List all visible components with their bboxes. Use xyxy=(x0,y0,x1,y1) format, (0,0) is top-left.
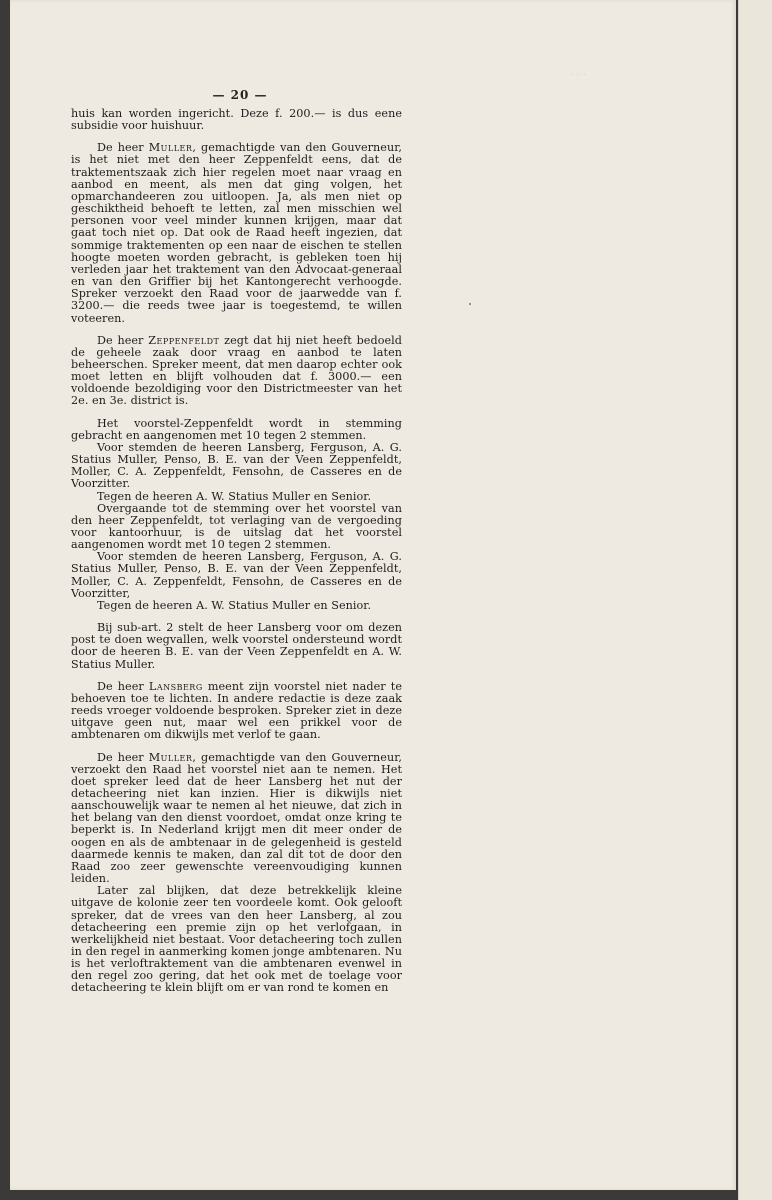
paragraph-p2 xyxy=(71,142,402,324)
paragraph-text: Het voorstel-Zeppenfeldt wordt in stemming gebracht en aangenomen met 10 tegen 2 stemmen. xyxy=(71,416,402,442)
paragraph-p10 xyxy=(71,622,402,671)
document-page xyxy=(10,0,736,1190)
paragraph-p4 xyxy=(71,418,402,442)
paragraph-p13 xyxy=(71,885,402,994)
paragraph-text: Tegen de heeren A. W. Statius Muller en Senior. xyxy=(97,598,372,612)
speaker-name: Muller xyxy=(148,750,193,764)
page-number: — 20 — xyxy=(212,88,268,102)
paragraph-text: De heer xyxy=(97,141,149,155)
paragraph-text: Voor stemden de heeren Lansberg, Ferguson, A. G. Statius Muller, Penso, B. E. van der Veen Zeppenfeldt, Moller, C. A. Zeppenfeldt, Fensohn, de Casseres en de Voorzitter, xyxy=(71,550,402,600)
paragraph-text: zegt dat hij niet heeft bedoeld de geheele zaak door vraag en aanbod te laten beheerschen. Spreker meent, dat men daarop echter ook moet letten en blijft volhouden dat f. 3000.— een voldoende bezoldiging voor den Districtmeester van het 2e. en 3e. district is. xyxy=(71,333,402,408)
paragraph-p3 xyxy=(71,335,402,408)
paragraph-p7 xyxy=(71,503,402,552)
paragraph-text: , gemachtigde van den Gouverneur, verzoekt den Raad het voorstel niet aan te nemen. Het doet spreker leed dat de heer Lansberg het nut der detacheering niet kan inzien. Hier is dikwijls niet aanschouwelijk waar te nemen al het nieuwe, dat zich in het belang van den dienst voordoet, omdat onze kring te beperkt is. In Nederland krijgt men dit meer onder de oogen en als de ambtenaar in de gelegenheid is gesteld daarmede kennis te maken, dan zal dit tot de door den Raad zoo zeer gewenschte vereenvoudiging kunnen leiden. xyxy=(71,750,402,886)
paragraph-p9 xyxy=(71,600,402,612)
faint-page-mark: · · · xyxy=(570,70,586,81)
paragraph-text: , gemachtigde van den Gouverneur, is het niet met den heer Zeppenfeldt eens, dat de traktementszaak zich hier regelen moet naar vraag en aanbod en meent, als men dat ging volgen, het opmarchandeeren zou uitloopen. Ja, als men niet op geschiktheid behoeft te letten, zal men misschien wel personen voor veel minder kunnen krijgen, maar dat gaat toch niet op. Dat ook de Raad heeft ingezien, dat sommige traktementen op een naar de eischen te stellen hoogte moeten worden gebracht, is gebleken toen hij verleden jaar het traktement van den Advocaat-generaal en van den Griffier bij het Kantongerecht verhoogde. Spreker verzoekt den Raad voor de jaarwedde van f. 3200.— die reeds twee jaar is toegestemd, te willen voteeren. xyxy=(71,141,402,325)
paragraph-p11 xyxy=(71,681,402,742)
text-column xyxy=(71,108,402,995)
paragraph-text: huis kan worden ingericht. Deze f. 200.— is dus eene subsidie voor huishuur. xyxy=(71,107,402,133)
paragraph-text: De heer xyxy=(97,750,149,764)
paragraph-p1 xyxy=(71,108,402,132)
ink-speck xyxy=(469,303,471,305)
speaker-name: Muller xyxy=(148,141,193,155)
paragraph-p8 xyxy=(71,551,402,600)
paragraph-text: De heer xyxy=(97,333,149,347)
paragraph-text: Bij sub-art. 2 stelt de heer Lansberg voor om dezen post te doen wegvallen, welk voorstel ondersteund wordt door de heeren B. E. van der Veen Zeppenfeldt en A. W. Statius Muller. xyxy=(71,621,402,671)
paragraph-text: Voor stemden de heeren Lansberg, Ferguson, A. G. Statius Muller, Penso, B. E. van der Veen Zeppenfeldt, Moller, C. A. Zeppenfeldt, Fensohn, de Casseres en de Voorzitter. xyxy=(71,440,402,491)
paragraph-text: Tegen de heeren A. W. Statius Muller en Senior. xyxy=(97,489,372,503)
paragraph-text: Overgaande tot de stemming over het voorstel van den heer Zeppenfeldt, tot verlaging van de vergoeding voor kantoorhuur, is de uitslag dat het voorstel aangenomen wordt met 10 tegen 2 stemmen. xyxy=(71,501,402,552)
paragraph-text: Later zal blijken, dat deze betrekkelijk kleine uitgave de kolonie zeer ten voordeele komt. Ook gelooft spreker, dat de vrees van den heer Lansberg, al zou detacheering een premie zijn op het verlofgaan, in werkelijkheid niet bestaat. Voor detacheering toch zullen in den regel in aanmerking komen jonge ambtenaren. Nu is het verloftraktement van die ambtenaren evenwel in den regel zoo gering, dat het ook met de toelage voor detacheering te klein blijft om er van rond te komen en xyxy=(71,884,402,995)
paragraph-text: meent zijn voorstel niet nader te behoeven toe te lichten. In andere redactie is deze zaak reeds vroeger voldoende besproken. Spreker ziet in deze uitgave geen nut, maar wel een prikkel voor de ambtenaren om dikwijls met verlof te gaan. xyxy=(71,679,402,742)
speaker-name: Zeppenfeldt xyxy=(148,333,220,347)
adjacent-page-edge xyxy=(738,0,772,1200)
paragraph-p12 xyxy=(71,752,402,886)
speaker-name: Lansberg xyxy=(148,679,203,693)
paragraph-p5 xyxy=(71,442,402,491)
paragraph-text: De heer xyxy=(97,679,149,693)
